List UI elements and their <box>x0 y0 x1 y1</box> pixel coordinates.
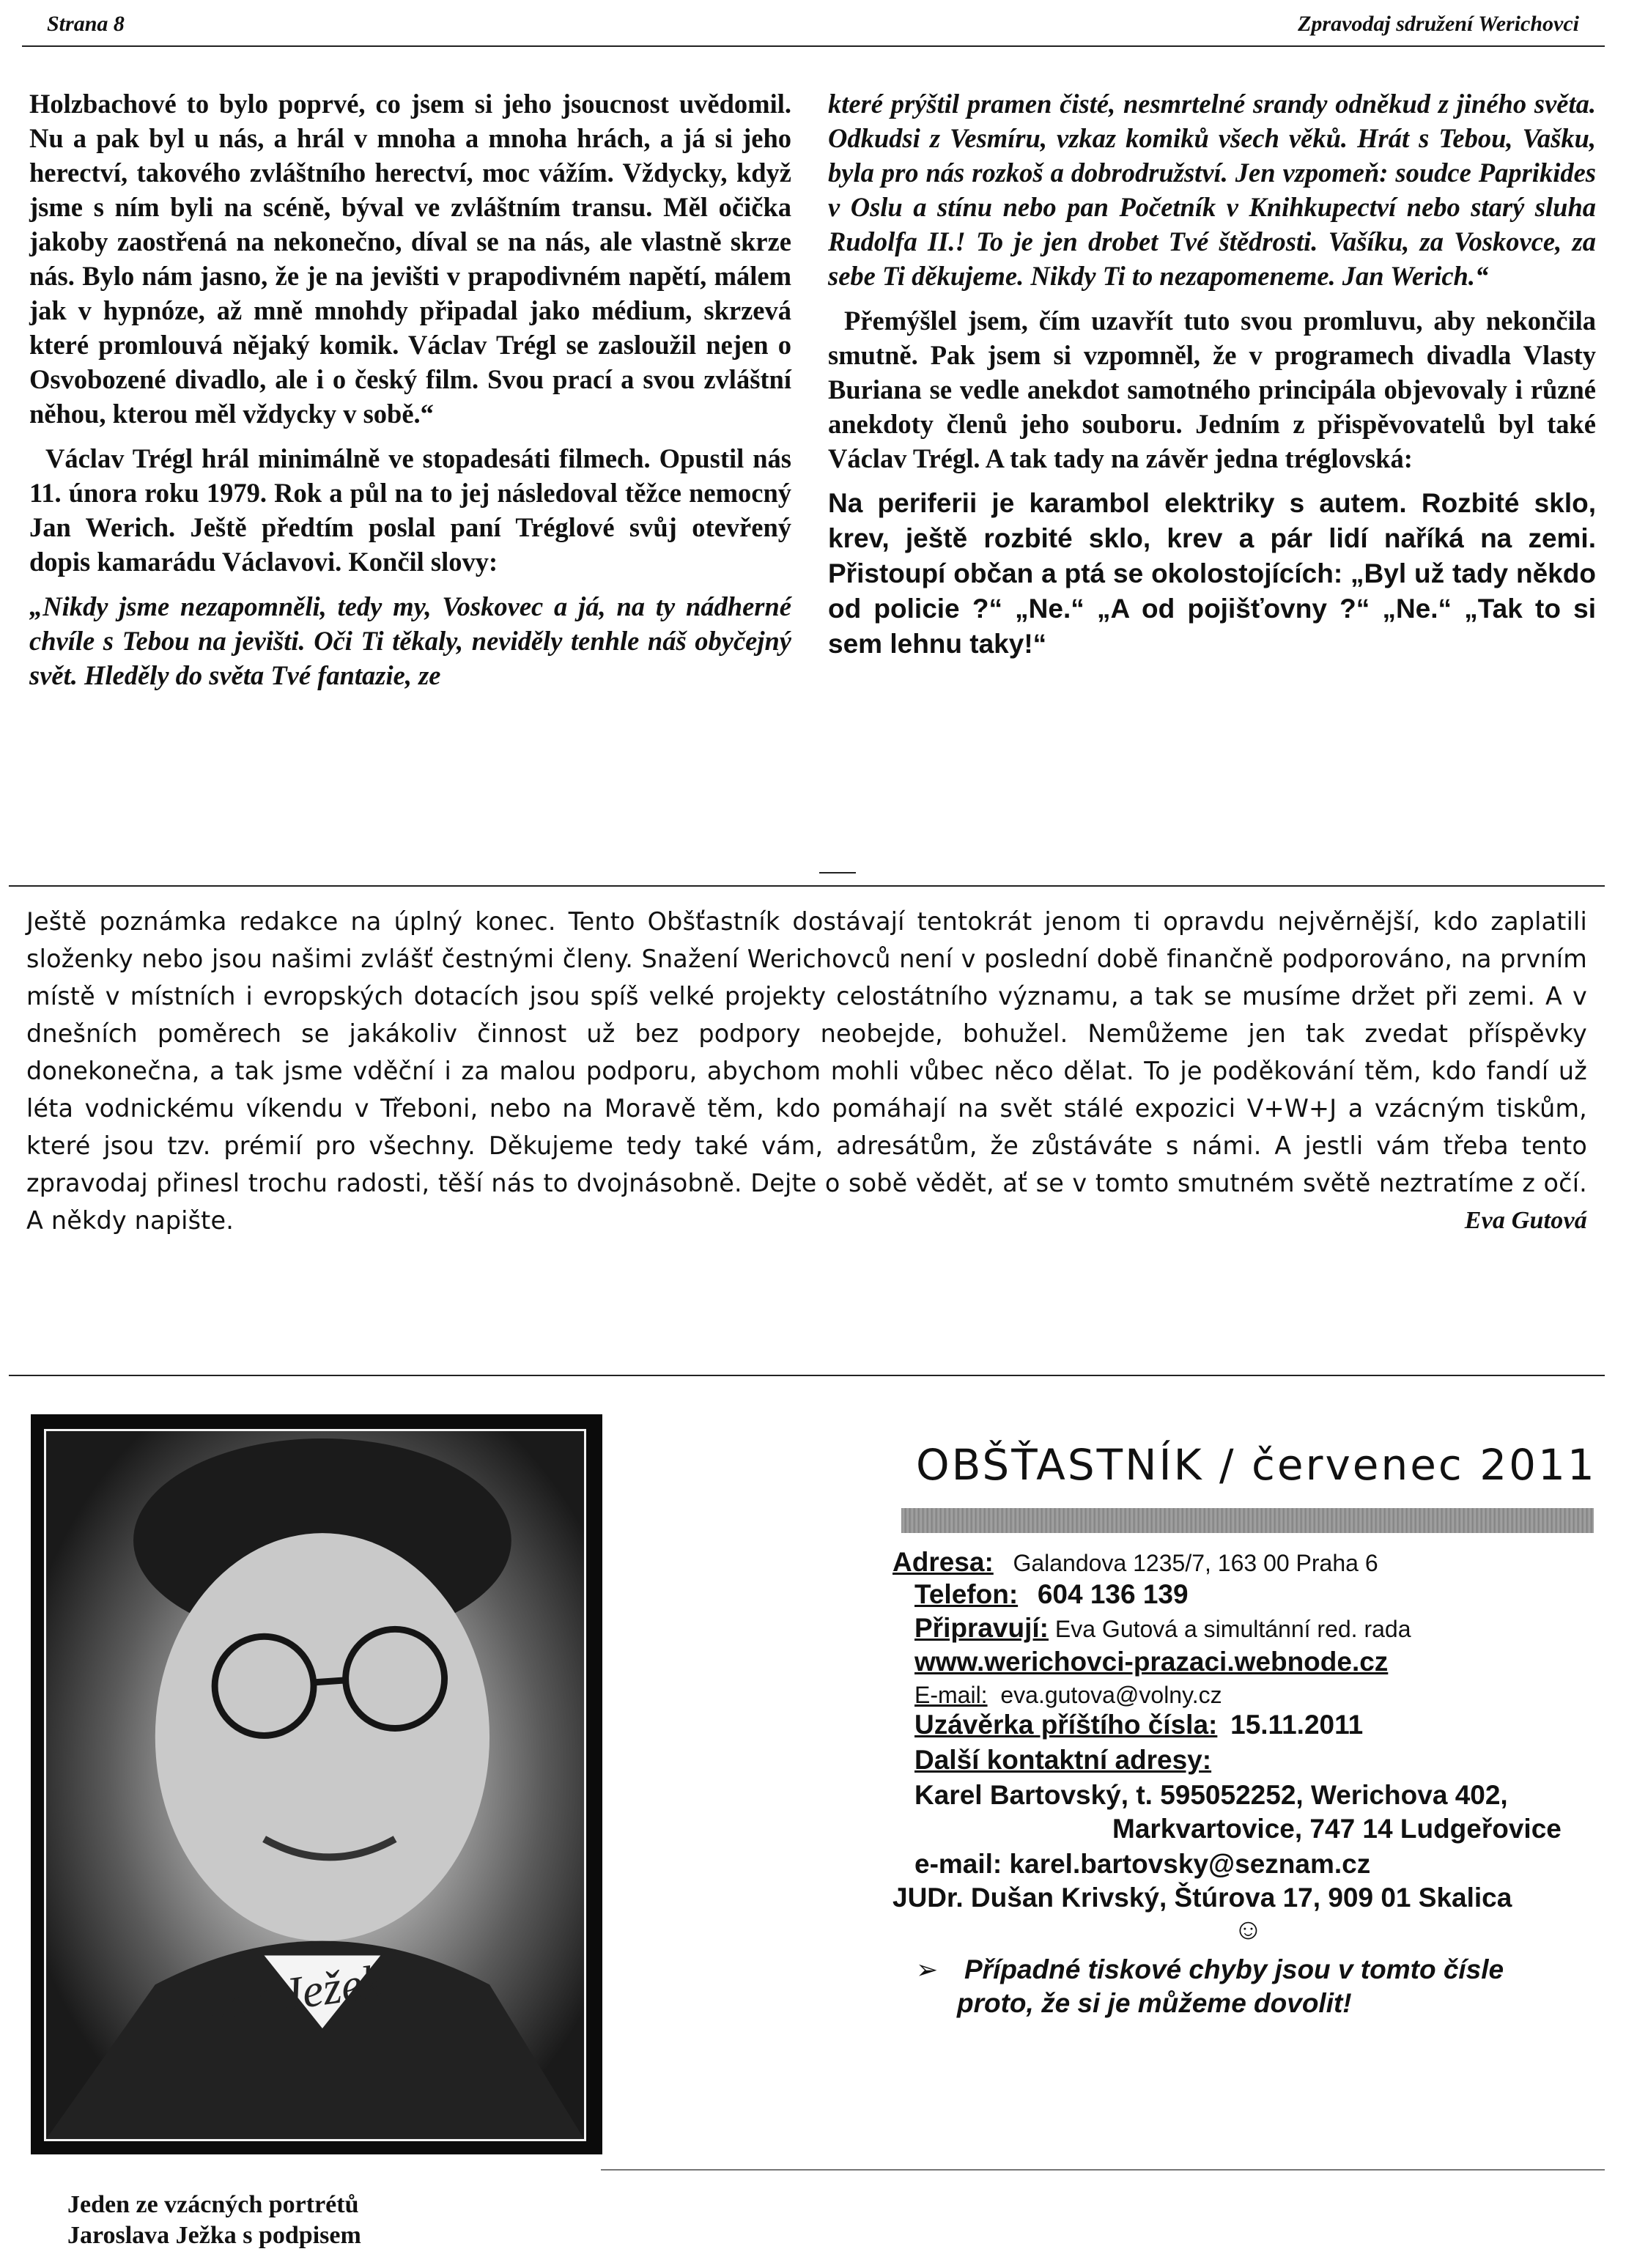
imprint-info <box>893 1548 1603 2134</box>
disclaimer-line1: Případné tiskové chyby jsou v tomto čísle <box>964 1954 1504 1984</box>
deadline-value: 15.11.2011 <box>1230 1710 1364 1740</box>
imprint-title: OBŠŤASTNÍK / červenec 2011 <box>916 1440 1597 1490</box>
paragraph: Přemýšlel jsem, čím uzavřít tuto svou promluvu, aby nekončila smutně. Pak jsem si vzpomněl, že v programech divadla Vlasty Buriana se vedle anekdot samotného principála objevovaly i různé anekdoty členů jeho souboru. Jedním z přispěvovatelů byl také Václav Trégl. A tak tady na závěr jedna tréglovská: <box>828 306 1596 473</box>
phone-value: 604 136 139 <box>1037 1579 1189 1609</box>
separator-dash <box>819 872 856 873</box>
contacts-label: Další kontaktní adresy: <box>914 1745 1212 1775</box>
email-value[interactable]: eva.gutova@volny.cz <box>1000 1682 1222 1708</box>
section-rule <box>9 885 1605 887</box>
section-rule <box>9 1375 1605 1376</box>
quote: „Nikdy jsme nezapomněli, tedy my, Voskovec a já, na ty nádherné chvíle s Tebou na jevišti. Oči Ti těkaly, neviděly tenhle náš obyčejný svět. Hleděly do světa Tvé fantazie, ze <box>29 591 791 690</box>
signature: Eva Gutová <box>1464 1207 1587 1234</box>
prepare-label: Připravují: <box>914 1613 1049 1643</box>
disclaimer-line2: proto, že si je můžeme dovolit! <box>957 1988 1352 2018</box>
address-label: Adresa: <box>893 1547 994 1577</box>
autograph: Jar Ježek <box>204 1954 386 2031</box>
photo-caption-line1: Jeden ze vzácných portrétů <box>67 2191 359 2218</box>
portrait-photo <box>31 1414 602 2154</box>
email-label: E-mail: <box>914 1682 988 1708</box>
joke: Na periferii je karambol elektriky s autem. Rozbité sklo, krev, ještě rozbité sklo, krev a pár lidí naříká na zemi. Přistoupí občan a ptá se okolostojících: „Byl už tady někdo od policie ?“ „Ne.“ „A od pojišťovny ?“ „Ne.“ „Tak to si sem lehnu taky!“ <box>828 488 1596 659</box>
paragraph: Václav Trégl hrál minimálně ve stopadesáti filmech. Opustil nás 11. února roku 1979. Rok a půl na to jej následoval těžce nemocný Jan Werich. Ještě předtím poslal paní Tréglové svůj otevřený dopis kamarádu Václavovi. Končil slovy: <box>29 443 791 577</box>
smiley-icon: ☺ <box>1233 1913 1263 1946</box>
phone-label: Telefon: <box>914 1579 1019 1609</box>
website-link[interactable]: www.werichovci-prazaci.webnode.cz <box>914 1647 1389 1677</box>
paragraph: Holzbachové to bylo poprvé, co jsem si jeho jsoucnost uvědomil. Nu a pak byl u nás, a hrál v mnoha a mnoha hrách, a já si jeho herectví, takového zvláštního herectví, moc vážím. Vždycky, když jsme s ním byli na scéně, býval ve zvláštním transu. Měl očička jakoby zaostřená na nekonečno, díval se na nás, ale vlastně skrze nás. Bylo nám jasno, že je na jevišti v prapodivném napětí, málem jak v hypnóze, až mně mnohdy připadal jako médium, skrzevá které promlouvá nějaký komik. Václav Trégl se zasloužil nejen o Osvobozené divadlo, ale i o český film. Svou prací a svou zvláštní něhou, kterou měl vždycky v sobě.“ <box>29 89 791 429</box>
address-value: Galandova 1235/7, 163 00 Praha 6 <box>1013 1550 1378 1576</box>
deadline-label: Uzávěrka příštího čísla: <box>914 1710 1218 1740</box>
left-column <box>29 86 791 703</box>
page-number: Strana 8 <box>47 12 125 36</box>
quote-continuation: které prýštil pramen čisté, nesmrtelné srandy odněkud z jiného světa. Odkudsi z Vesmíru, vzkaz komiků všech věků. Hrát s Tebou, Vašku, byla pro nás rozkoš a dobrodružství. Jen vzpomeň: soudce Paprikides v Oslu a stínu nebo pan Početník v Knihkupectví nebo starý sluha Rudolfa II.! To je jen drobet Tvé štědrosti. Vašíku, za Voskovce, za sebe Ti děkujeme. Nikdy Ti to nezapomeneme. Jan Werich.“ <box>828 89 1596 291</box>
editor-note <box>26 903 1587 1239</box>
bottom-rule <box>601 2169 1605 2171</box>
arrow-bullet-icon: ➢ <box>916 1954 939 1984</box>
portrait-illustration <box>46 1431 584 2139</box>
editor-note-text: Ještě poznámka redakce na úplný konec. Tento Obšťastník dostávají tentokrát jenom ti opravdu nejvěrnější, kdo zaplatili složenky nebo jsou našimi zvlášť čestnými členy. Snažení Werichovců není v poslední době finančně podporováno, na prvním místě v místních i evropských dotacích jsou spíš velké projekty celostátního významu, a tak se musíme držet při zemi. A v dnešních poměrech se jakákoliv činnost už bez podpory neobejde, bohužel. Nemůžeme jen tak zvedat příspěvky donekonečna, a tak jsme vděční i za malou podporu, abychom mohli vůbec něco dělat. To je poděkování těm, kdo fandí už léta vodnickému víkendu v Třeboni, nebo na Moravě těm, kdo pomáhají na svět stálé expozici V+W+J a vzácným tiskům, které jsou tzv. prémií pro všechny. Děkujeme tedy také vám, adresátům, že zůstáváte s námi. A jestli vám třeba tento zpravodaj přinesl trochu radosti, těší nás to dvojnásobně. Dejte o sobě vědět, ať se v tomto smutném světě neztratíme z očí. A někdy napište. <box>26 907 1587 1235</box>
contact1-email[interactable]: e-mail: karel.bartovsky@seznam.cz <box>914 1849 1371 1879</box>
contact2: JUDr. Dušan Krivský, Štúrova 17, 909 01 Skalica <box>893 1883 1512 1913</box>
contact1-line2: Markvartovice, 747 14 Ludgeřovice <box>1112 1814 1562 1844</box>
publication-name: Zpravodaj sdružení Werichovci <box>1298 12 1579 36</box>
title-bar <box>901 1508 1594 1533</box>
contact1-line1: Karel Bartovský, t. 595052252, Werichova 402, <box>914 1780 1508 1810</box>
prepare-value: Eva Gutová a simultánní red. rada <box>1054 1616 1411 1642</box>
photo-caption-line2: Jaroslava Ježka s podpisem <box>67 2222 361 2249</box>
header-rule <box>22 45 1605 47</box>
right-column <box>828 86 1596 662</box>
